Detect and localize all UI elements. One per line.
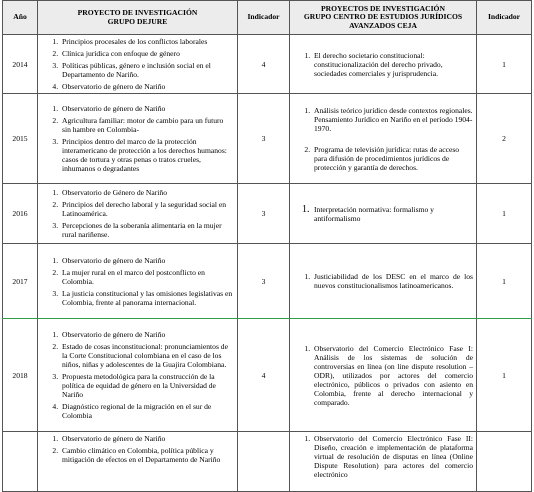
ceja-project-item: 1. Observatorio del Comercio Electrónico Fase II: Diseño, creación e implementación de plataforma virtual de resolución de disputas en línea (Online Dispute Resolution) para actores del comercio electrónico <box>312 434 473 479</box>
dejure-project-item: 2. Estado de cosas inconstitucional: pronunciamientos de la Corte Constitucional colombiana en el caso de los niños, niñas y adolescentes de la Guajira Colombiana. <box>60 342 234 369</box>
dejure-projects-cell <box>38 432 238 492</box>
dejure-project-item: 2. La mujer rural en el marco del postconflicto en Colombia. <box>60 268 234 286</box>
dejure-project-item: 3. La justicia constitucional y las omisiones legislativas en Colombia, frente al panorama internacional. <box>60 289 234 307</box>
dejure-project-item: 4. Diagnóstico regional de la migración en el sur de Colombia <box>60 402 234 420</box>
year-cell: 2014 <box>3 35 38 94</box>
indicator-cell-ceja: 2 <box>477 94 532 184</box>
dejure-projects-cell <box>38 35 238 94</box>
indicator-cell-ceja: 1 <box>477 35 532 94</box>
dejure-header-line-1: PROYECTO DE INVESTIGACIÓN <box>77 7 198 17</box>
dejure-project-item: 1. Observatorio de género de Nariño <box>60 434 234 443</box>
ceja-projects-cell <box>290 184 477 244</box>
dejure-project-item: 3. Propuesta metodológica para la construcción de la política de equidad de género en la Universidad de Nariño <box>60 372 234 399</box>
dejure-projects-cell <box>38 319 238 432</box>
indicator-cell-ceja: 1 <box>477 184 532 244</box>
year-cell <box>3 432 38 492</box>
ceja-project-item: 1. El derecho societario constitucional: constitucionalización del derecho privado, sociedades comerciales y jurisprudencia. <box>312 51 473 78</box>
dejure-projects-cell <box>38 184 238 244</box>
dejure-projects-cell <box>38 94 238 184</box>
indicator-column-header-2: Indicador <box>477 1 532 35</box>
ceja-project-item: 1. Análisis teórico jurídico desde contextos regionales. Pensamiento Jurídico en Nariño en el período 1904-1970. <box>312 106 473 133</box>
indicator-cell-dejure <box>238 432 290 492</box>
ceja-header-line-1: PROYECTOS DE INVESTIGACIÓN <box>321 3 445 13</box>
ceja-projects-cell <box>290 94 477 184</box>
table-row-2018 <box>3 319 532 432</box>
dejure-project-item: 4. Observatorio de género de Nariño <box>60 82 234 91</box>
dejure-project-item: 1. Observatorio de género de Nariño <box>60 330 234 339</box>
dejure-project-item: 2. Agricultura familiar: motor de cambio para un futuro sin hambre en Colombia- <box>60 116 234 134</box>
indicator-cell-ceja: 1 <box>477 244 532 319</box>
ceja-projects-cell <box>290 319 477 432</box>
dejure-project-item: 2. Clínica jurídica con enfoque de género <box>60 49 234 58</box>
table-row-2017 <box>3 244 532 319</box>
indicator-column-header-1: Indicador <box>238 1 290 35</box>
dejure-project-item: 2. Cambio climático en Colombia, política pública y mitigación de efectos en el Departamento de Nariño <box>60 446 234 464</box>
year-column-header: Año <box>3 1 38 35</box>
ceja-projects-cell <box>290 244 477 319</box>
indicator-cell-dejure: 4 <box>238 319 290 432</box>
ceja-projects-cell <box>290 35 477 94</box>
ceja-header-line-3: AVANZADOS CEJA <box>349 20 417 30</box>
table-row-2016 <box>3 184 532 244</box>
dejure-project-item: 2. Principios del derecho laboral y la seguridad social en Latinoamérica. <box>60 200 234 218</box>
dejure-column-header <box>38 1 238 35</box>
dejure-project-item: 3. Percepciones de la soberanía alimentaria en la mujer rural nariñense. <box>60 221 234 239</box>
research-projects-table <box>2 0 532 492</box>
dejure-projects-cell <box>38 244 238 319</box>
year-cell: 2018 <box>3 319 38 432</box>
ceja-column-header <box>290 1 477 35</box>
dejure-project-item: 3. Principios dentro del marco de la protección interamericano de protección a los derechos humanos: casos de tortura y otras penas o tratos crueles, inhumanos o degradantes <box>60 137 234 173</box>
dejure-header-line-2: GRUPO DEJURE <box>107 16 168 26</box>
table-row-2014 <box>3 35 532 94</box>
ceja-header-line-2: GRUPO CENTRO DE ESTUDIOS JURÍDICOS <box>303 12 463 22</box>
indicator-cell-dejure: 3 <box>238 94 290 184</box>
dejure-project-item: 3. Políticas públicas, género e inclusión social en el Departamento de Nariño. <box>60 61 234 79</box>
year-cell: 2017 <box>3 244 38 319</box>
indicator-cell-ceja <box>477 432 532 492</box>
dejure-project-item: 1. Observatorio de género de Nariño <box>60 104 234 113</box>
header-row <box>3 1 532 35</box>
ceja-projects-cell <box>290 432 477 492</box>
table-row-partial <box>3 432 532 492</box>
dejure-project-item: 1. Observatorio de género de Nariño <box>60 256 234 265</box>
ceja-project-item: 2. Programa de televisión jurídica: rutas de acceso para difusión de procedimientos jurídicos de protección y garantía de derechos. <box>312 145 473 172</box>
indicator-cell-dejure: 3 <box>238 244 290 319</box>
indicator-cell-dejure: 4 <box>238 35 290 94</box>
dejure-project-item: 1. Principios procesales de los conflictos laborales <box>60 37 234 46</box>
ceja-project-item: 1. Observatorio del Comercio Electrónico Fase I: Análisis de los sistemas de solución de controversias en línea (on line dispute resolution – ODR), utilizados por actores del comercio electrónico, públicos o privados con asiento en Colombia, frente al derecho internacional y comparado. <box>312 344 473 407</box>
indicator-cell-dejure: 3 <box>238 184 290 244</box>
dejure-project-item: 1. Observatorio de Género de Nariño <box>60 188 234 197</box>
ceja-project-item: 1. Interpretación normativa: formalismo y antiformalismo <box>312 205 473 223</box>
year-cell: 2016 <box>3 184 38 244</box>
indicator-cell-ceja: 1 <box>477 319 532 432</box>
year-cell: 2015 <box>3 94 38 184</box>
ceja-project-item: 1. Justiciabilidad de los DESC en el marco de los nuevos constitucionalismos latinoamericanos. <box>312 272 473 290</box>
table-row-2015 <box>3 94 532 184</box>
